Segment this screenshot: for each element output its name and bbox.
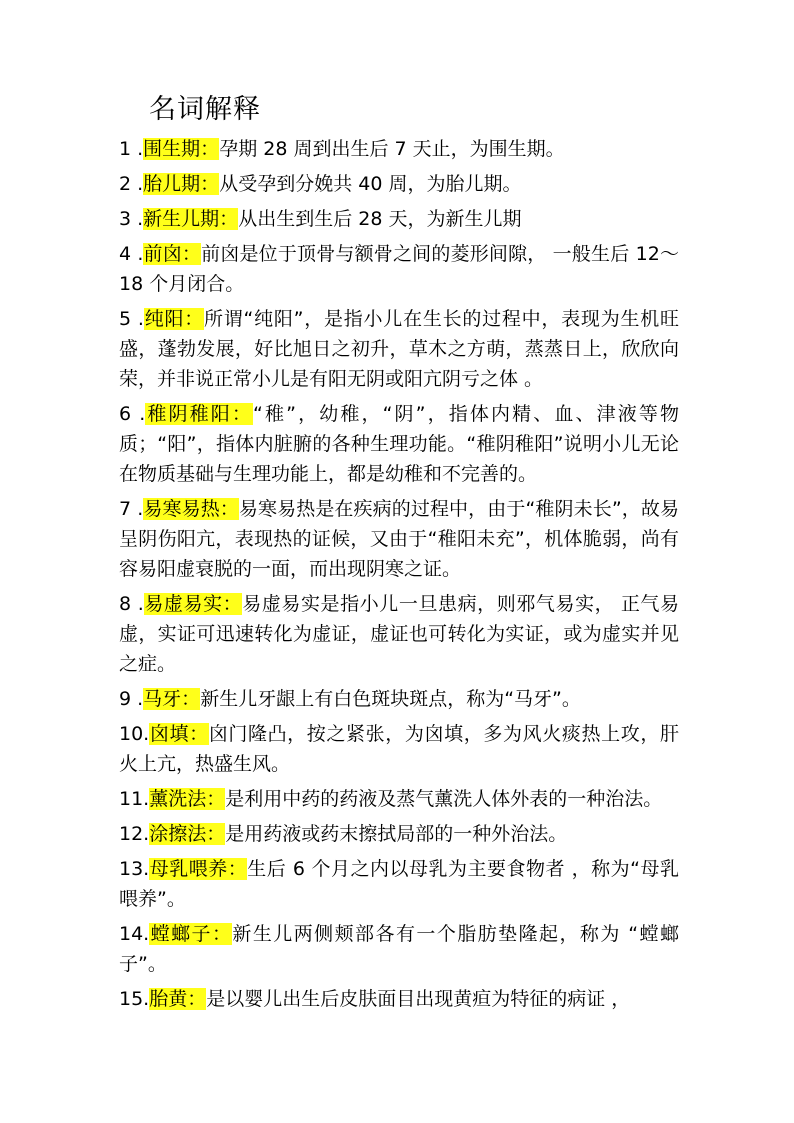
entry-number: 8 . — [119, 593, 144, 615]
term-highlight: 纯阳： — [143, 308, 204, 330]
term-entry — [119, 854, 679, 914]
entry-number: 10. — [119, 723, 150, 745]
document-title: 名词解释 — [149, 94, 261, 125]
entry-number: 12. — [119, 823, 150, 845]
term-highlight: 前囟： — [143, 243, 202, 265]
term-highlight: 涂擦法： — [149, 823, 226, 845]
term-definition: 生后 6 个月之内以母乳为主要食物者 ，称为“母乳喂养”。 — [119, 858, 679, 910]
term-entry — [119, 304, 679, 394]
term-definition: 新生儿牙龈上有白色斑块斑点，称为“马牙”。 — [200, 688, 581, 710]
term-highlight: 囟填： — [149, 723, 209, 745]
term-entry — [119, 984, 679, 1014]
term-definition: 易虚易实是指小儿一旦患病，则邪气易实， 正气易虚，实证可迅速转化为虚证，虚证也可转化为实证，或为虚实并见之症。 — [119, 593, 679, 675]
entry-number: 9 . — [119, 688, 144, 710]
entry-number: 3 . — [119, 208, 144, 230]
entry-number: 6 . — [119, 403, 146, 425]
entry-number: 15. — [119, 988, 150, 1010]
term-definition: 是利用中药的药液及蒸气薰洗人体外表的一种治法。 — [225, 788, 663, 810]
term-highlight: 稚阴稚阳： — [145, 403, 254, 425]
term-highlight: 母乳喂养： — [149, 858, 248, 880]
term-highlight: 胎儿期： — [143, 173, 220, 195]
term-definition: 新生儿两侧颊部各有一个脂肪垫隆起，称为 “螳螂子”。 — [119, 923, 679, 975]
term-highlight: 马牙： — [143, 688, 201, 710]
term-entry — [119, 784, 679, 814]
term-definition: 是以婴儿出生后皮肤面目出现黄疸为特征的病证 ， — [206, 988, 631, 1010]
entry-number: 13. — [119, 858, 150, 880]
term-definition: 所谓“纯阳”，是指小儿在生长的过程中，表现为生机旺盛，蓬勃发展，好比旭日之初升，草木之方萌，蒸蒸日上，欣欣向荣，并非说正常小儿是有阳无阴或阳亢阴亏之体 。 — [119, 308, 679, 390]
entry-number: 11. — [119, 788, 150, 810]
term-entry — [119, 589, 679, 679]
term-entry — [119, 399, 679, 489]
term-entry — [119, 204, 679, 234]
term-list — [119, 134, 679, 1014]
term-entry — [119, 919, 679, 979]
term-definition: “稚”，幼稚，“阴”，指体内精、血、津液等物质；“阳”，指体内脏腑的各种生理功能。“稚阴稚阳”说明小儿无论在物质基础与生理功能上，都是幼稚和不完善的。 — [119, 403, 679, 485]
term-definition: 囟门隆凸，按之紧张，为囟填，多为风火痰热上攻，肝火上亢，热盛生风。 — [119, 723, 679, 775]
entry-number: 2 . — [119, 173, 144, 195]
term-highlight: 新生儿期： — [143, 208, 239, 230]
entry-number: 14. — [119, 923, 150, 945]
term-highlight: 胎黄： — [149, 988, 207, 1010]
entry-number: 4 . — [119, 243, 144, 265]
term-entry — [119, 494, 679, 584]
term-entry — [119, 239, 679, 299]
term-highlight: 薰洗法： — [149, 788, 226, 810]
entry-number: 1 . — [119, 138, 144, 160]
entry-number: 7 . — [119, 498, 144, 520]
term-entry — [119, 819, 679, 849]
entry-number: 5 . — [119, 308, 144, 330]
document-page — [119, 90, 679, 1019]
term-definition: 前囟是位于顶骨与额骨之间的菱形间隙， 一般生后 12～18 个月闭合。 — [119, 243, 679, 295]
term-definition: 孕期 28 周到出生后 7 天止，为围生期。 — [219, 138, 565, 160]
term-highlight: 围生期： — [143, 138, 220, 160]
term-entry — [119, 719, 679, 779]
term-definition: 从受孕到分娩共 40 周，为胎儿期。 — [219, 173, 522, 195]
term-definition: 从出生到生后 28 天，为新生儿期 — [238, 208, 522, 230]
term-highlight: 易虚易实： — [143, 593, 243, 615]
term-entry — [119, 684, 679, 714]
term-entry — [119, 134, 679, 164]
term-entry — [119, 169, 679, 199]
term-definition: 是用药液或药末擦拭局部的一种外治法。 — [225, 823, 568, 845]
term-definition: 易寒易热是在疾病的过程中，由于“稚阴未长”，故易呈阴伤阳亢，表现热的证候，又由于“稚阳未充”，机体脆弱，尚有容易阳虚衰脱的一面，而出现阴寒之证。 — [119, 498, 679, 580]
term-highlight: 螳螂子： — [149, 923, 233, 945]
term-highlight: 易寒易热： — [143, 498, 239, 520]
